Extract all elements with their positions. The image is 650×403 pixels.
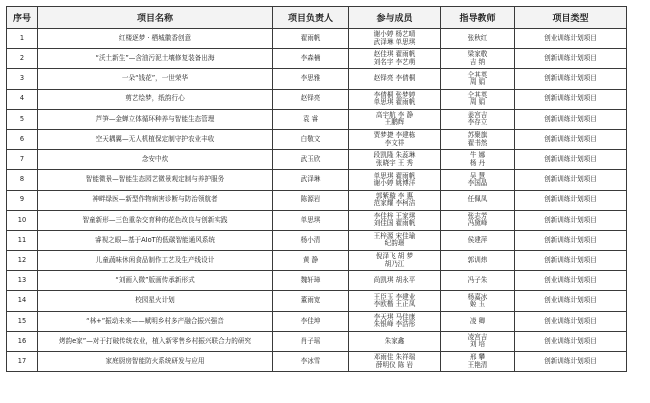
advisor-line: 李存立 [467, 118, 488, 127]
project-name [38, 29, 273, 49]
table-row [7, 251, 627, 271]
project-members [349, 271, 441, 291]
advisor-line: 仝其英 [467, 70, 488, 79]
row-no: 13 [7, 271, 38, 291]
project-leader: 董雨宽 [273, 291, 349, 311]
table-header-row [7, 7, 627, 29]
project-name [38, 352, 273, 372]
advisor-line: 李国晶 [467, 178, 488, 187]
project-name [38, 129, 273, 149]
project-name [38, 150, 273, 170]
member-line: 单思琪 翟雨帆 [373, 98, 416, 107]
project-advisor [441, 49, 515, 69]
project-leader: 李森楠 [273, 49, 349, 69]
table-row [7, 29, 627, 49]
project-leader: 翟雨帆 [273, 29, 349, 49]
member-line: 李佳梓 王家琪 [373, 211, 416, 220]
row-no: 10 [7, 210, 38, 230]
project-leader: 单思琪 [273, 210, 349, 230]
project-type: 创业训练计划项目 [515, 311, 627, 331]
project-name-text: 一朵“钱花”，一世荣华 [121, 74, 189, 83]
project-members [349, 150, 441, 170]
table-body [7, 29, 627, 372]
project-name [38, 331, 273, 351]
table-row [7, 150, 627, 170]
project-name-text: 家庭厨房智能防火系统研发与应用 [105, 356, 205, 365]
project-name [38, 210, 273, 230]
table-row [7, 291, 627, 311]
row-no: 12 [7, 251, 38, 271]
advisor-line: 张秋红 [467, 33, 488, 42]
project-type: 创新训练计划项目 [515, 251, 627, 271]
project-leader: 肖子瑶 [273, 331, 349, 351]
project-name-text: 儿童蔬味休闲食品制作工艺及生产线设计 [95, 255, 215, 264]
project-name-text: 芦笋—金蝉立体循环种养与智能生态管理 [95, 114, 215, 123]
header-no: 序号 [7, 7, 38, 29]
table-row [7, 190, 627, 210]
row-no: 5 [7, 109, 38, 129]
project-leader: 黄 静 [273, 251, 349, 271]
project-leader: 白敬文 [273, 129, 349, 149]
project-advisor [441, 29, 515, 49]
member-line: 李欧楷 王正凤 [373, 300, 416, 309]
advisor-line: 郭训炜 [467, 255, 488, 264]
advisor-line: 吴 慧 [469, 171, 486, 180]
advisor-line: 王艳清 [467, 360, 488, 369]
row-no: 3 [7, 69, 38, 89]
project-advisor [441, 89, 515, 109]
project-members [349, 109, 441, 129]
table-row [7, 109, 627, 129]
project-name [38, 49, 273, 69]
project-name-text: 睿视之眼—基于AIoT的低碳智能通风系统 [94, 235, 216, 244]
project-type: 创新训练计划项目 [515, 129, 627, 149]
member-line: 李倩桐 张梦婷 [373, 90, 416, 99]
project-members [349, 29, 441, 49]
project-type: 创新训练计划项目 [515, 170, 627, 190]
project-name-text: 烤韵e家”—对于打破传统农业，植入新零售乡村振兴联合力的研究 [58, 336, 252, 345]
advisor-line: 仝其英 [467, 90, 488, 99]
advisor-line: 周 娟 [469, 77, 486, 86]
project-name [38, 311, 273, 331]
row-no: 17 [7, 352, 38, 372]
project-advisor [441, 150, 515, 170]
advisor-line: 任佩凤 [467, 195, 488, 204]
project-type: 创业训练计划项目 [515, 331, 627, 351]
project-members [349, 89, 441, 109]
project-members [349, 170, 441, 190]
row-no: 15 [7, 311, 38, 331]
project-leader: 李佳坤 [273, 311, 349, 331]
project-members [349, 69, 441, 89]
project-members [349, 291, 441, 311]
member-line: 刘名宇 李艺萌 [373, 57, 416, 66]
header-leader: 项目负责人 [273, 7, 349, 29]
member-line: 王鹏辉 [384, 118, 405, 127]
project-advisor [441, 69, 515, 89]
project-advisor [441, 311, 515, 331]
project-type: 创新训练计划项目 [515, 150, 627, 170]
member-line: 贾梦捷 李建栋 [373, 131, 416, 140]
row-no: 14 [7, 291, 38, 311]
advisor-line: 姜宫吉 [467, 110, 488, 119]
member-line: 郭紫璇 李 惠 [375, 191, 414, 200]
table-row [7, 210, 627, 230]
project-name-text: “刘画入微”版画传承新形式 [115, 276, 195, 285]
project-members [349, 230, 441, 250]
member-line: 张晓宇 王 秀 [375, 158, 414, 167]
row-no: 6 [7, 129, 38, 149]
project-leader: 袁 睿 [273, 109, 349, 129]
project-members [349, 49, 441, 69]
advisor-line: 翟书然 [467, 138, 488, 147]
table-row [7, 69, 627, 89]
project-name-text: 念安中炊 [141, 155, 169, 164]
project-name [38, 190, 273, 210]
member-line: 王臣玉 李建业 [373, 292, 416, 301]
project-type: 创新训练计划项目 [515, 69, 627, 89]
row-no: 2 [7, 49, 38, 69]
table-row [7, 311, 627, 331]
project-name-text: 神畔绿医—新型作物病害诊断与防治领航者 [92, 195, 218, 204]
project-table [6, 6, 627, 372]
member-line: 王梓源 宋佳瑜 [373, 232, 416, 241]
project-advisor [441, 271, 515, 291]
member-line: 李文祥 [384, 138, 405, 147]
project-name-text: 校园星火计划 [135, 296, 175, 305]
project-leader: 杨小清 [273, 230, 349, 250]
project-type: 创业训练计划项目 [515, 29, 627, 49]
project-name [38, 89, 273, 109]
project-name-text: “林+”振动未来——赋明乡村多产融合振兴强音 [86, 316, 224, 325]
member-line: 倪泽飞 胡 梦 [375, 252, 414, 261]
project-type: 创新训练计划项目 [515, 190, 627, 210]
member-line: 朱银峰 李浩彤 [373, 320, 416, 329]
project-advisor [441, 251, 515, 271]
project-name-text: 智能微景—智能生态园艺微景观定制与养护服务 [85, 175, 225, 184]
advisor-line: 侯建萍 [467, 235, 488, 244]
project-leader: 李思雅 [273, 69, 349, 89]
project-list [6, 6, 626, 372]
advisor-line: 杨 丹 [469, 158, 486, 167]
project-type: 创新训练计划项目 [515, 230, 627, 250]
advisor-line: 牛 娜 [469, 151, 486, 160]
project-advisor [441, 230, 515, 250]
project-type: 创新训练计划项目 [515, 210, 627, 230]
project-type: 创新训练计划项目 [515, 352, 627, 372]
project-members [349, 190, 441, 210]
project-name-text: 剪艺绘梦，纸韵行心 [125, 94, 185, 103]
advisor-line: 凌 卿 [469, 316, 486, 325]
project-name-text: “沃土新生”—含油污泥土壤修复装备出海 [95, 54, 215, 63]
project-name [38, 170, 273, 190]
row-no: 1 [7, 29, 38, 49]
table-row [7, 352, 627, 372]
project-members [349, 251, 441, 271]
member-line: 朱家鑫 [384, 336, 405, 345]
advisor-line: 刘 培 [469, 340, 486, 349]
project-name-text: 红楼逐梦 · 栖城徽香创意 [118, 33, 192, 42]
advisor-line: 冯黛峰 [467, 219, 488, 228]
member-line: 赵铎亮 李倩桐 [373, 74, 416, 83]
project-name-text: 空天耦翼—无人机植保定制守护农业丰收 [95, 134, 215, 143]
project-members [349, 352, 441, 372]
row-no: 16 [7, 331, 38, 351]
advisor-line: 凌宫吉 [467, 333, 488, 341]
advisor-line: 周 娟 [469, 98, 486, 107]
member-line: 高宇航 李 静 [375, 110, 414, 119]
row-no: 9 [7, 190, 38, 210]
project-members [349, 331, 441, 351]
advisor-line: 苏聚旗 [467, 131, 488, 140]
member-line: 谢小婷 杨艺晴 [373, 30, 416, 39]
member-line: 纪韵璟 [384, 239, 405, 248]
row-no: 4 [7, 89, 38, 109]
row-no: 7 [7, 150, 38, 170]
member-line: 段凯隆 朱蕊琳 [373, 151, 416, 160]
project-advisor [441, 331, 515, 351]
project-type: 创新训练计划项目 [515, 89, 627, 109]
table-row [7, 170, 627, 190]
project-leader: 赵铎亮 [273, 89, 349, 109]
member-line: 刘佳国 翟雨帆 [373, 219, 416, 228]
project-advisor [441, 109, 515, 129]
project-name [38, 109, 273, 129]
member-line: 邓雨佳 朱祥瑞 [373, 353, 416, 362]
row-no: 8 [7, 170, 38, 190]
project-type: 创新训练计划项目 [515, 49, 627, 69]
table-row [7, 129, 627, 149]
table-row [7, 331, 627, 351]
table-row [7, 230, 627, 250]
member-line: 范家耀 李柯洁 [373, 199, 416, 208]
header-type: 项目类型 [515, 7, 627, 29]
project-advisor [441, 352, 515, 372]
project-type: 创新训练计划项目 [515, 109, 627, 129]
project-name [38, 271, 273, 291]
advisor-line: 冯子朱 [467, 276, 488, 285]
advisor-line: 张志芳 [467, 211, 488, 220]
project-type: 创业训练计划项目 [515, 271, 627, 291]
member-line: 胡乃江 [384, 259, 405, 268]
table-row [7, 271, 627, 291]
project-name [38, 69, 273, 89]
project-leader: 魏轩璋 [273, 271, 349, 291]
member-line: 武泽琳 单思琪 [373, 37, 416, 46]
header-advisor: 指导教师 [441, 7, 515, 29]
member-line: 单思琪 翟雨帆 [373, 171, 416, 180]
project-leader: 武玉欣 [273, 150, 349, 170]
project-leader: 陈源岩 [273, 190, 349, 210]
table-row [7, 89, 627, 109]
project-advisor [441, 291, 515, 311]
advisor-line: 姬 玉 [469, 300, 486, 309]
project-members [349, 210, 441, 230]
advisor-line: 梁家敬 [467, 50, 488, 59]
project-members [349, 129, 441, 149]
member-line: 谢小婷 姚博洋 [373, 178, 416, 187]
project-advisor [441, 129, 515, 149]
advisor-line: 邢 攀 [469, 353, 486, 362]
table-row [7, 49, 627, 69]
member-line: 尚凯琪 胡永平 [373, 276, 416, 285]
advisor-line: 吉 纳 [469, 57, 486, 66]
project-name-text: 智童新形—三色重杂交育种的花色改良与创新实践 [82, 215, 228, 224]
project-name [38, 230, 273, 250]
member-line: 李天琪 马佳康 [373, 312, 416, 321]
advisor-line: 杨嘉冰 [467, 292, 488, 301]
row-no: 11 [7, 230, 38, 250]
project-leader: 李冰雪 [273, 352, 349, 372]
project-advisor [441, 170, 515, 190]
project-name [38, 291, 273, 311]
member-line: 薛明仪 陈 岩 [375, 360, 414, 369]
project-advisor [441, 190, 515, 210]
project-advisor [441, 210, 515, 230]
project-name [38, 251, 273, 271]
project-type: 创业训练计划项目 [515, 291, 627, 311]
project-members [349, 311, 441, 331]
header-project-name: 项目名称 [38, 7, 273, 29]
member-line: 赵佳琪 翟雨帆 [373, 50, 416, 59]
project-leader: 武泽琳 [273, 170, 349, 190]
header-members: 参与成员 [349, 7, 441, 29]
